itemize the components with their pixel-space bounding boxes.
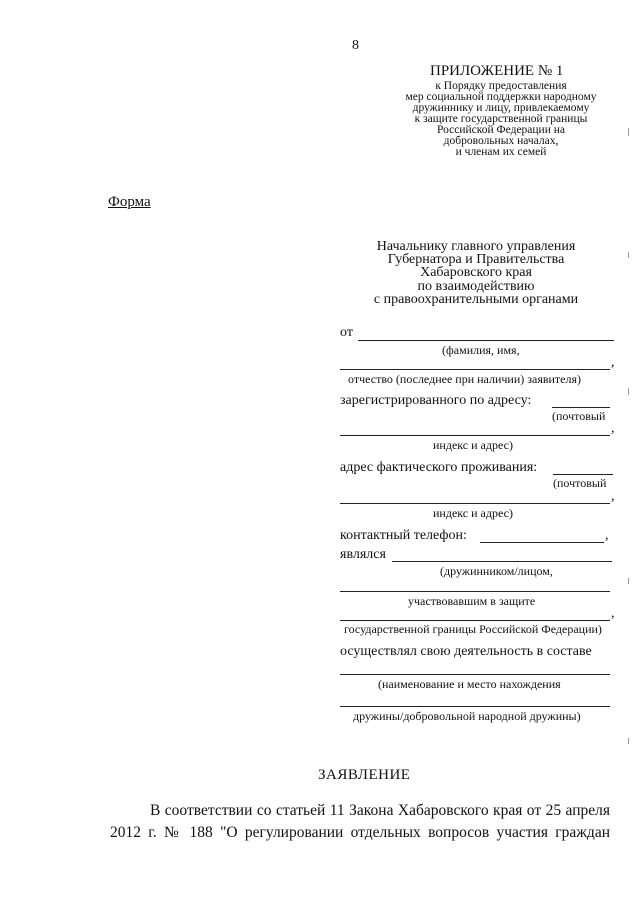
comma: , <box>611 355 615 370</box>
comma: , <box>611 421 615 436</box>
caption-name: (фамилия, имя, <box>442 343 520 357</box>
comma: , <box>605 528 609 543</box>
from-label: от <box>340 325 353 340</box>
actual-address-line[interactable] <box>553 474 613 475</box>
registered-label: зарегистрированного по адресу: <box>340 393 532 408</box>
caption-index-1: индекс и адрес) <box>433 438 513 452</box>
scan-mark <box>628 388 629 395</box>
appendix-line: и членам их семей <box>455 146 547 158</box>
registered-line-2[interactable] <box>340 435 610 436</box>
caption-name-location: (наименование и место нахождения <box>378 677 561 691</box>
activity-line[interactable] <box>340 674 610 675</box>
scan-mark <box>628 252 629 258</box>
was-line[interactable] <box>392 561 612 562</box>
was-line-3[interactable] <box>340 620 610 621</box>
addressee-line: с правоохранительными органами <box>373 291 579 307</box>
appendix-line: к Порядку предоставления <box>435 80 567 92</box>
statement-title: ЗАЯВЛЕНИЕ <box>318 767 411 783</box>
appendix-title: ПРИЛОЖЕНИЕ № 1 <box>430 63 564 79</box>
scan-mark <box>628 128 629 136</box>
caption-patronymic: отчество (последнее при наличии) заявителя) <box>348 372 582 386</box>
comma: , <box>611 489 615 504</box>
caption-postal-2: (почтовый <box>553 476 607 490</box>
caption-border: государственной границы Российской Федерации) <box>344 622 602 636</box>
appendix-line: добровольных началах, <box>443 135 559 147</box>
phone-label: контактный телефон: <box>340 528 467 543</box>
caption-participated: участвовавшим в защите <box>408 594 536 608</box>
activity-label: осуществлял свою деятельность в составе <box>340 644 592 659</box>
addressee-line: Губернатора и Правительства <box>387 252 565 268</box>
caption-index-2: индекс и адрес) <box>433 506 513 520</box>
statement-line-1: В соответствии со статьей 11 Закона Хабаровского края от 25 апреля <box>150 802 610 819</box>
addressee-line: Хабаровского края <box>420 265 532 281</box>
appendix-description <box>386 81 616 158</box>
addressee-block <box>360 240 592 306</box>
scan-mark <box>628 738 629 744</box>
page-number: 8 <box>352 38 359 53</box>
patronymic-line[interactable] <box>340 369 610 370</box>
statement-body <box>110 800 610 844</box>
appendix-line: мер социальной поддержки народному <box>405 91 597 103</box>
was-label: являлся <box>340 547 386 562</box>
appendix-line: Российской Федерации на <box>437 124 565 136</box>
caption-postal-1: (почтовый <box>552 409 606 423</box>
actual-address-label: адрес фактического проживания: <box>340 460 538 475</box>
registered-line[interactable] <box>552 407 610 408</box>
form-label: Форма <box>108 194 151 210</box>
scan-mark <box>628 578 629 584</box>
actual-address-line-2[interactable] <box>340 503 610 504</box>
was-line-2[interactable] <box>340 591 610 592</box>
addressee-line: Начальнику главного управления <box>376 239 576 254</box>
phone-line[interactable] <box>480 542 604 543</box>
appendix-line: к защите государственной границы <box>414 113 588 125</box>
activity-line-2[interactable] <box>340 706 610 707</box>
comma: , <box>611 606 615 621</box>
caption-unit: дружины/добровольной народной дружины) <box>353 709 581 723</box>
statement-line-2: 2012 г. № 188 "О регулировании отдельных вопросов участия граждан <box>110 824 610 841</box>
addressee-line: по взаимодействию <box>417 278 535 294</box>
caption-druzhinnik: (дружинником/лицом, <box>440 564 553 578</box>
from-line[interactable] <box>358 340 614 341</box>
appendix-line: дружиннику и лицу, привлекаемому <box>412 102 590 114</box>
